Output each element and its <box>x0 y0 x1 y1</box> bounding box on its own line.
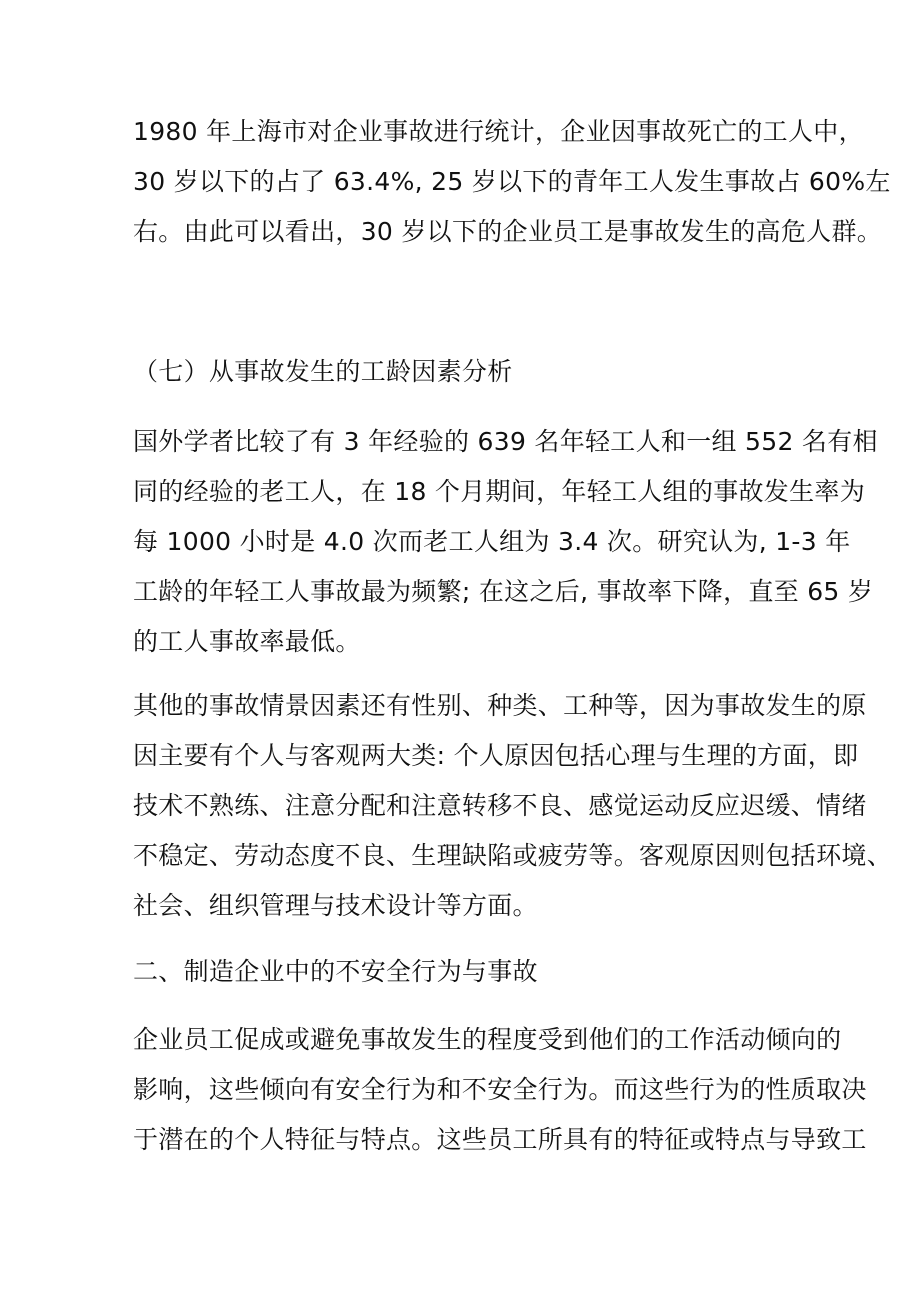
paragraph-line: 每 1000 小时是 4.0 次而老工人组为 3.4 次。研究认为, 1-3 年 <box>133 527 851 556</box>
paragraph-line: 同的经验的老工人，在 18 个月期间，年轻工人组的事故发生率为 <box>133 477 866 506</box>
paragraph-line: 影响，这些倾向有安全行为和不安全行为。而这些行为的性质取决 <box>133 1075 867 1104</box>
paragraph-line: 其他的事故情景因素还有性别、种类、工种等，因为事故发生的原 <box>133 691 867 720</box>
paragraph-line: 右。由此可以看出，30 岁以下的企业员工是事故发生的高危人群。 <box>133 217 883 246</box>
paragraph-line: 不稳定、劳动态度不良、生理缺陷或疲劳等。客观原因则包括环境、 <box>133 841 893 870</box>
paragraph-line: 技术不熟练、注意分配和注意转移不良、感觉运动反应迟缓、情绪 <box>133 791 867 820</box>
paragraph-line: 的工人事故率最低。 <box>133 627 361 656</box>
paragraph-line: 企业员工促成或避免事故发生的程度受到他们的工作活动倾向的 <box>133 1025 842 1054</box>
section-heading-seniority: （七）从事故发生的工龄因素分析 <box>133 357 513 386</box>
paragraph-line: 工龄的年轻工人事故最为频繁; 在这之后, 事故率下降，直至 65 岁 <box>133 577 874 606</box>
section-heading-unsafe-behavior: 二、制造企业中的不安全行为与事故 <box>133 957 538 986</box>
paragraph-line: 于潜在的个人特征与特点。这些员工所具有的特征或特点与导致工 <box>133 1125 867 1154</box>
paragraph-line: 30 岁以下的占了 63.4%, 25 岁以下的青年工人发生事故占 60%左 <box>133 167 891 196</box>
paragraph-line: 因主要有个人与客观两大类: 个人原因包括心理与生理的方面，即 <box>133 741 859 770</box>
paragraph-line: 社会、组织管理与技术设计等方面。 <box>133 891 538 920</box>
paragraph-line: 1980 年上海市对企业事故进行统计，企业因事故死亡的工人中， <box>133 117 864 146</box>
paragraph-line: 国外学者比较了有 3 年经验的 639 名年轻工人和一组 552 名有相 <box>133 427 878 456</box>
